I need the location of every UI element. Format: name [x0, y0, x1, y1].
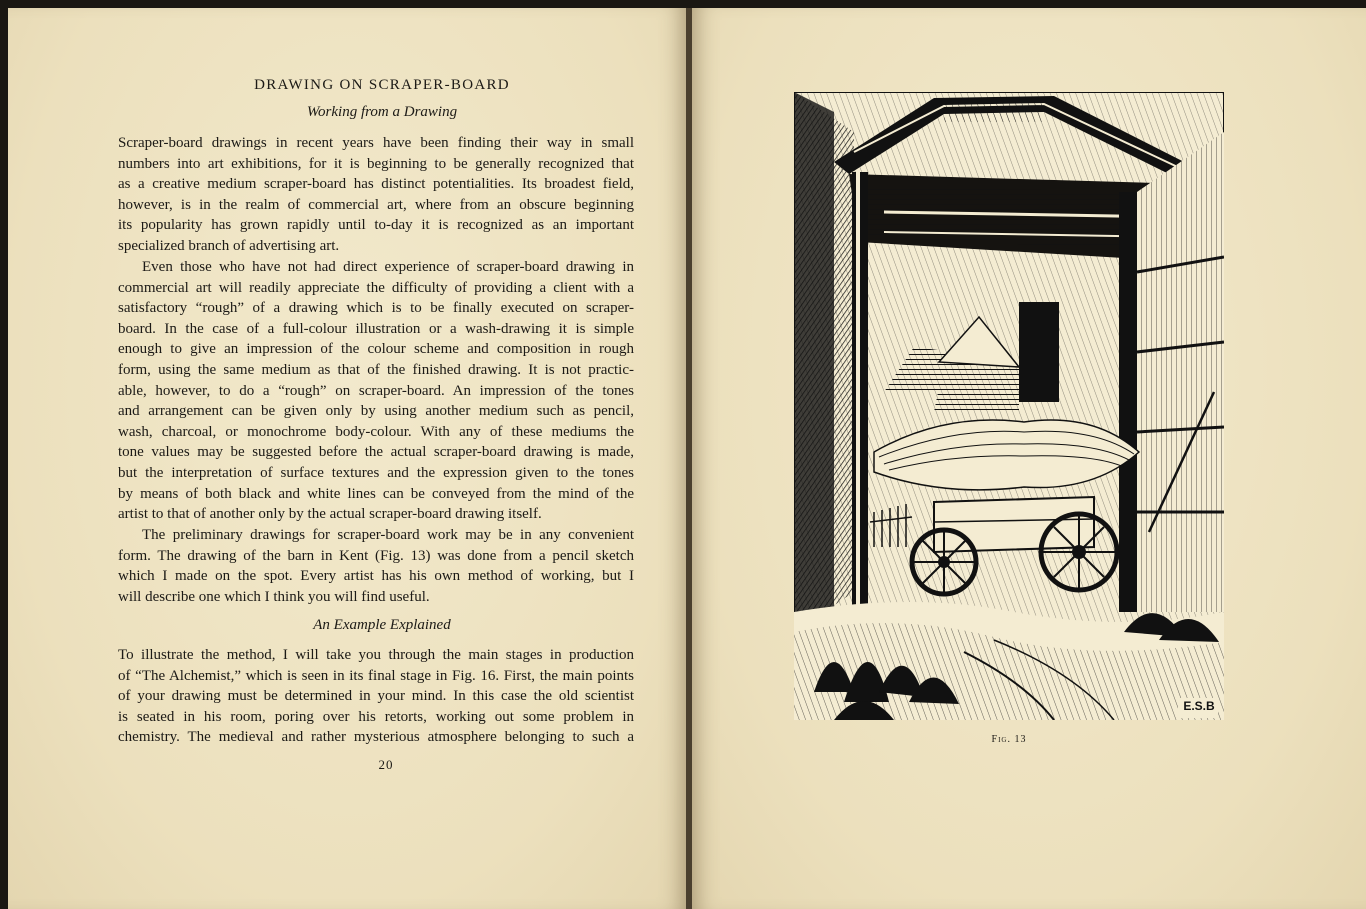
text-line: of “The Alchemist,” which is seen in its final stage in Fig. 16. First, the main points — [118, 667, 634, 684]
text-line: enough to give an impression of the colour scheme and composition in rough — [118, 341, 634, 358]
section-title-working: Working from a Drawing — [306, 104, 458, 120]
text-line: numbers into art exhibitions, for it is beginning to be generally recognized that — [118, 155, 634, 172]
text-line: wash, charcoal, or monochrome body-colour. With any of these mediums the — [118, 423, 634, 440]
right-page — [692, 8, 1366, 909]
monogram-label: E.S.B — [1183, 699, 1215, 713]
text-line: is seated in his room, poring over his retorts, working out some problem in — [118, 708, 634, 725]
text-line: tone values may be suggested before the actual scraper-board drawing is made, — [118, 444, 634, 461]
page-number: 20 — [378, 757, 394, 772]
text-line: board. In the case of a full-colour illustration or a wash-drawing it is simple — [118, 320, 634, 337]
paragraph-4 — [118, 645, 634, 748]
text-line: form. The drawing of the barn in Kent (Fig. 13) was done from a pencil sketch — [118, 547, 634, 564]
text-line: will describe one which I think you will find useful. — [118, 588, 430, 605]
paragraph-3 — [118, 525, 634, 607]
text-line: and arrangement can be given only by using another medium such as pencil, — [118, 403, 634, 420]
paragraph-2 — [118, 257, 634, 525]
text-line: however, is in the realm of commercial art, where from an obscure beginning — [118, 196, 634, 213]
text-line: Even those who have not had direct experience of scraper-board drawing in — [142, 259, 634, 275]
text-line: able, however, to do a “rough” on scraper-board. An impression of the tones — [118, 382, 634, 399]
text-line: which I made on the spot. Every artist has his own method of working, but I — [118, 568, 634, 585]
left-page — [8, 8, 686, 909]
text-line: its popularity has grown rapidly until to-day it is recognized as an important — [118, 217, 634, 234]
book-spread — [0, 8, 1366, 909]
text-line: by means of both black and white lines can be conveyed from the mind of the — [118, 485, 634, 502]
text-line: but the interpretation of surface textures and the expression given to the tones — [118, 464, 634, 481]
text-line: form, using the same medium as that of the finished drawing. It is not practic- — [118, 361, 634, 378]
figure-caption: Fig. 13 — [991, 734, 1027, 745]
paragraph-1 — [118, 133, 634, 257]
text-line: The preliminary drawings for scraper-board work may be in any convenient — [142, 527, 634, 543]
running-head: DRAWING ON SCRAPER-BOARD — [254, 77, 510, 93]
text-line: To illustrate the method, I will take you through the main stages in production — [118, 647, 634, 663]
section-title-example: An Example Explained — [313, 617, 451, 633]
text-line: Scraper-board drawings in recent years have been finding their way in small — [118, 135, 634, 151]
text-line: chemistry. The medieval and rather mysterious atmosphere belonging to such a — [118, 729, 634, 746]
text-line: as a creative medium scraper-board has distinct potentialities. Its broadest field, — [118, 176, 634, 193]
text-line: artist to that of another only by the actual scraper-board drawing itself. — [118, 506, 542, 523]
text-line: commercial art will readily appreciate the difficulty of providing a client with a — [118, 279, 634, 296]
text-line: specialized branch of advertising art. — [118, 237, 340, 254]
barn-illustration-icon — [794, 92, 1224, 720]
text-line: satisfactory “rough” of a drawing which is to be finally executed on scraper- — [118, 300, 634, 317]
text-line: of your drawing must be determined in your mind. In this case the old scientist — [118, 688, 634, 705]
